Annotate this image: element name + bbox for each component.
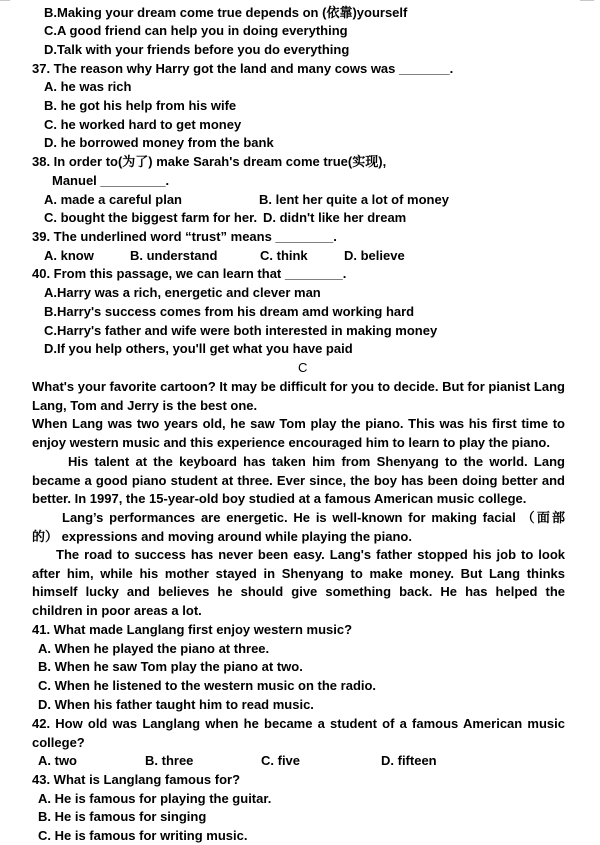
option-38-b: B. lent her quite a lot of money: [259, 192, 449, 207]
option-37-d: D. he borrowed money from the bank: [44, 135, 274, 150]
option-39-b: B. understand: [130, 248, 218, 263]
option-40-b: B.Harry's success comes from his dream amd working hard: [44, 304, 415, 319]
option-41-c: C. When he listened to the western music on the radio.: [38, 678, 377, 693]
passage-paragraph-4: Lang’s performances are energetic. He is well-known for making facial （面部的） expressions and moving around while playing the piano.: [32, 510, 565, 544]
option-36-b: B.Making your dream come true depends on (依靠)yourself: [44, 5, 408, 20]
option-37-a: A. he was rich: [44, 79, 132, 94]
option-41-b: B. When he saw Tom play the piano at two.: [38, 659, 303, 674]
option-38-a: A. made a careful plan: [44, 192, 182, 207]
option-39-a: A. know: [44, 248, 94, 263]
option-38-d: D. didn't like her dream: [263, 210, 407, 225]
option-42-c: C. five: [261, 753, 301, 768]
question-37: 37. The reason why Harry got the land and many cows was _______.: [32, 61, 454, 76]
option-37-c: C. he worked hard to get money: [44, 117, 242, 132]
option-43-a: A. He is famous for playing the guitar.: [38, 791, 272, 806]
option-38-c: C. bought the biggest farm for her.: [44, 210, 258, 225]
option-39-c: C. think: [260, 248, 308, 263]
passage-paragraph-5: The road to success has never been easy. Lang's father stopped his job to look after him, while his mother stayed in Shenyang to make money. But Lang thinks himself lucky and believes he should give something back. He has helped the children in poor areas a lot.: [32, 547, 565, 618]
question-43: 43. What is Langlang famous for?: [32, 772, 241, 787]
question-42: 42. How old was Langlang when he became a student of a famous American music college?: [32, 716, 565, 750]
section-heading: C: [298, 360, 308, 375]
page-corner-mark-left: [0, 0, 10, 2]
option-41-a: A. When he played the piano at three.: [38, 641, 270, 656]
question-38: 38. In order to(为了) make Sarah's dream come true(实现),: [32, 154, 387, 169]
question-39: 39. The underlined word “trust” means ________.: [32, 229, 337, 244]
option-42-d: D. fifteen: [381, 753, 437, 768]
option-36-c: C.A good friend can help you in doing everything: [44, 23, 348, 38]
option-42-a: A. two: [38, 753, 77, 768]
passage-paragraph-1: What's your favorite cartoon? It may be difficult for you to decide. But for pianist Lang Lang, Tom and Jerry is the best one.: [32, 379, 565, 413]
option-36-d: D.Talk with your friends before you do everything: [44, 42, 350, 57]
passage-paragraph-2: When Lang was two years old, he saw Tom play the piano. This was his first time to enjoy western music and this experience encouraged him to learn to play the piano.: [32, 416, 565, 450]
option-43-b: B. He is famous for singing: [38, 809, 207, 824]
option-41-d: D. When his father taught him to read music.: [38, 697, 314, 712]
option-42-b: B. three: [145, 753, 194, 768]
option-40-d: D.If you help others, you'll get what you have paid: [44, 341, 353, 356]
question-41: 41. What made Langlang first enjoy western music?: [32, 622, 353, 637]
option-39-d: D. believe: [344, 248, 405, 263]
question-38-cont: Manuel _________.: [52, 173, 170, 188]
option-37-b: B. he got his help from his wife: [44, 98, 237, 113]
page-corner-mark-right: [580, 0, 594, 2]
question-40: 40. From this passage, we can learn that ________.: [32, 266, 347, 281]
passage-paragraph-3: His talent at the keyboard has taken him from Shenyang to the world. Lang became a good piano student at three. Ever since, the boy has been doing better and better. In 1997, the 15-year-old boy studied at a famous American music college.: [32, 454, 565, 506]
option-40-c: C.Harry's father and wife were both interested in making money: [44, 323, 438, 338]
option-43-c: C. He is famous for writing music.: [38, 828, 248, 843]
option-40-a: A.Harry was a rich, energetic and clever man: [44, 285, 321, 300]
